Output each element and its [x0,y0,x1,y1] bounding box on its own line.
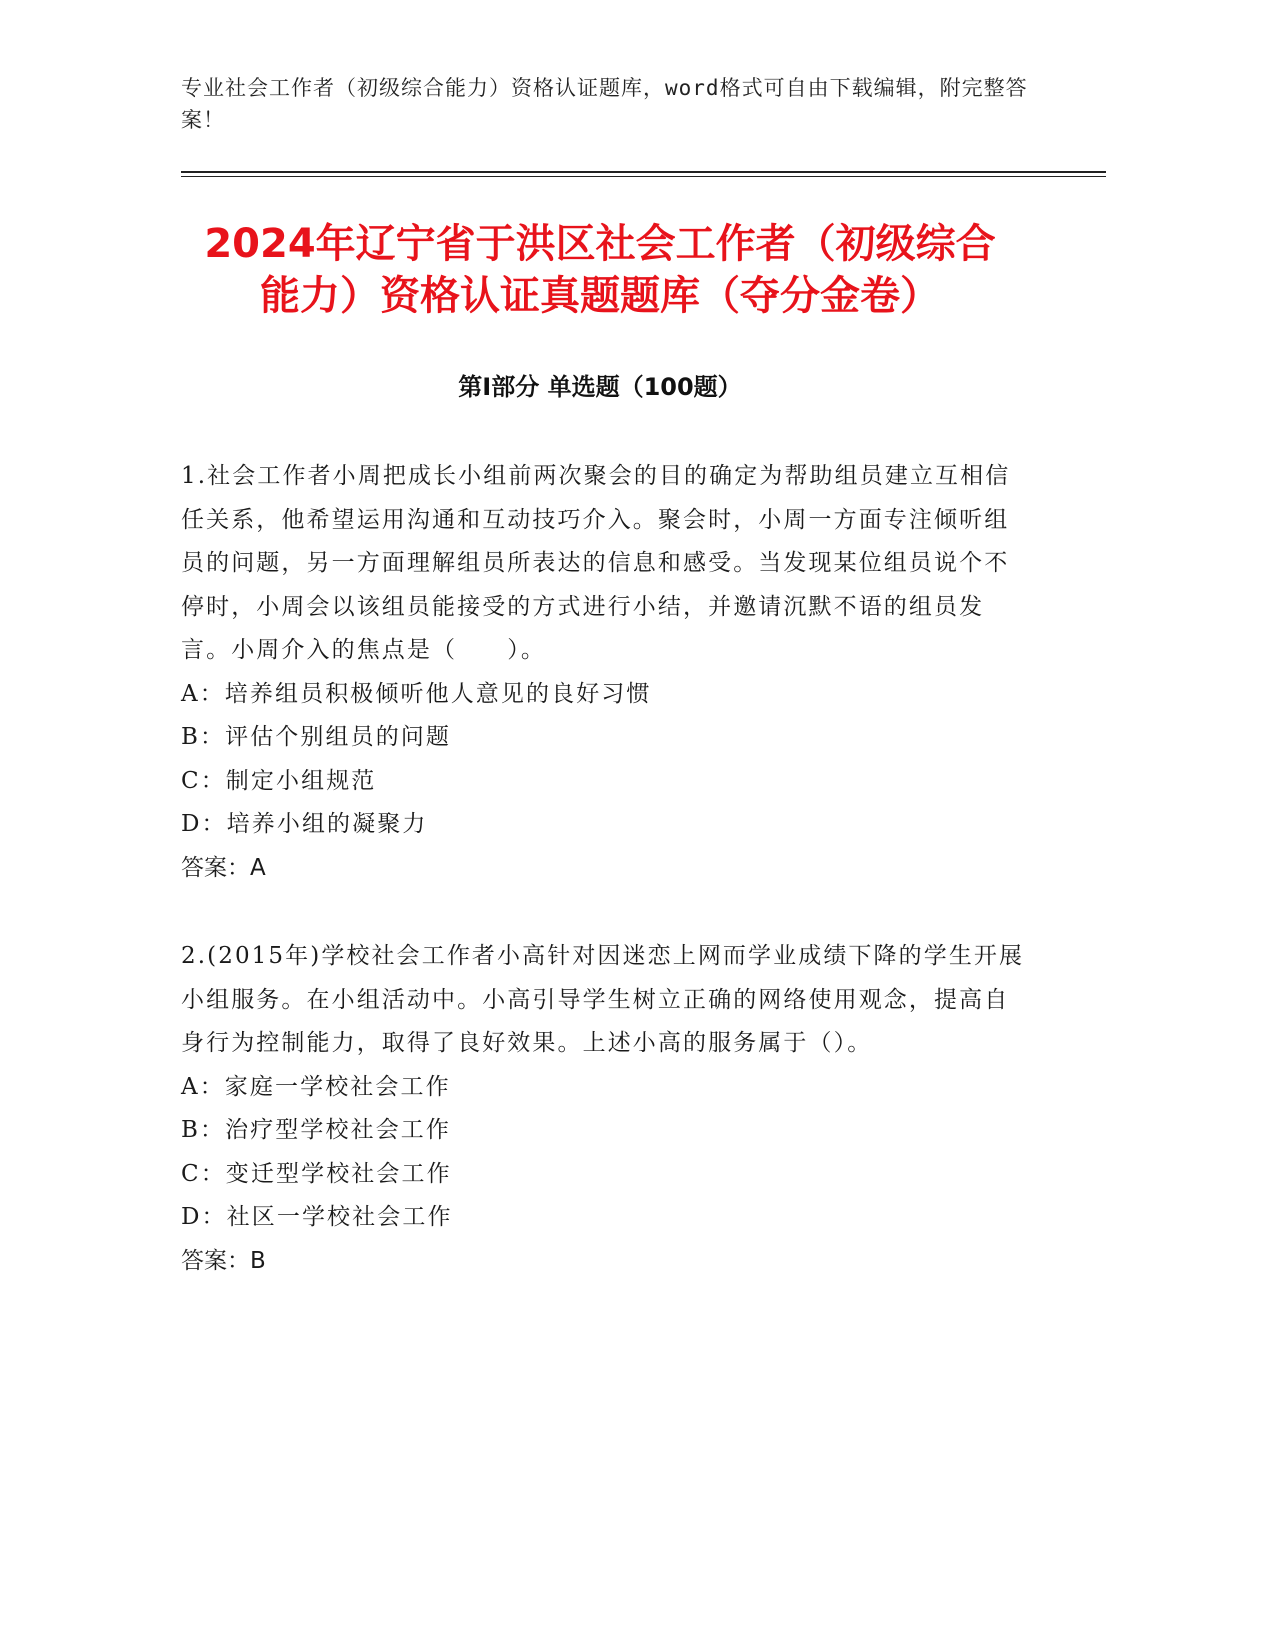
option-a: A：培养组员积极倾听他人意见的良好习惯 [181,680,652,707]
question-stem: 1.社会工作者小周把成长小组前两次聚会的目的确定为帮助组员建立互相信任关系，他希望运用沟通和互动技巧介入。聚会时，小周一方面专注倾听组员的问题，另一方面理解组员所表达的信息和感受。当发现某位组员说个不停时，小周会以该组员能接受的方式进行小结，并邀请沉默不语的组员发言。小周介入的焦点是（ ）。 [181,463,1011,663]
option-b: B：治疗型学校社会工作 [181,1117,452,1143]
option-c: C：制定小组规范 [181,767,377,794]
document-title [160,218,1040,322]
question-stem: 2.(2015年)学校社会工作者小高针对因迷恋上网而学业成绩下降的学生开展小组服务。在小组活动中。小高引导学生树立正确的网络使用观念，提高自身行为控制能力，取得了良好效果。上述小高的服务属于（）。 [181,943,1025,1056]
header-rule-thick [181,171,1106,173]
option-d: D：社区一学校社会工作 [181,1204,453,1230]
option-d: D：培养小组的凝聚力 [181,811,428,837]
option-c: C：变迁型学校社会工作 [181,1160,452,1187]
option-a: A：家庭一学校社会工作 [181,1073,451,1100]
answer: 答案：A [181,854,266,881]
question-2 [181,935,1026,1283]
answer: 答案：B [181,1247,266,1274]
title-line-2: 能力）资格认证真题题库（夺分金卷） [260,273,940,319]
option-b: B：评估个别组员的问题 [181,724,452,750]
title-line-1: 2024年辽宁省于洪区社会工作者（初级综合 [204,221,996,267]
header-note: 专业社会工作者（初级综合能力）资格认证题库，word格式可自由下载编辑，附完整答案！ [181,76,1028,132]
question-1 [181,455,1026,890]
header-rule-thin [181,176,1106,177]
section-title: 第Ⅰ部分 单选题（100题） [458,373,742,401]
